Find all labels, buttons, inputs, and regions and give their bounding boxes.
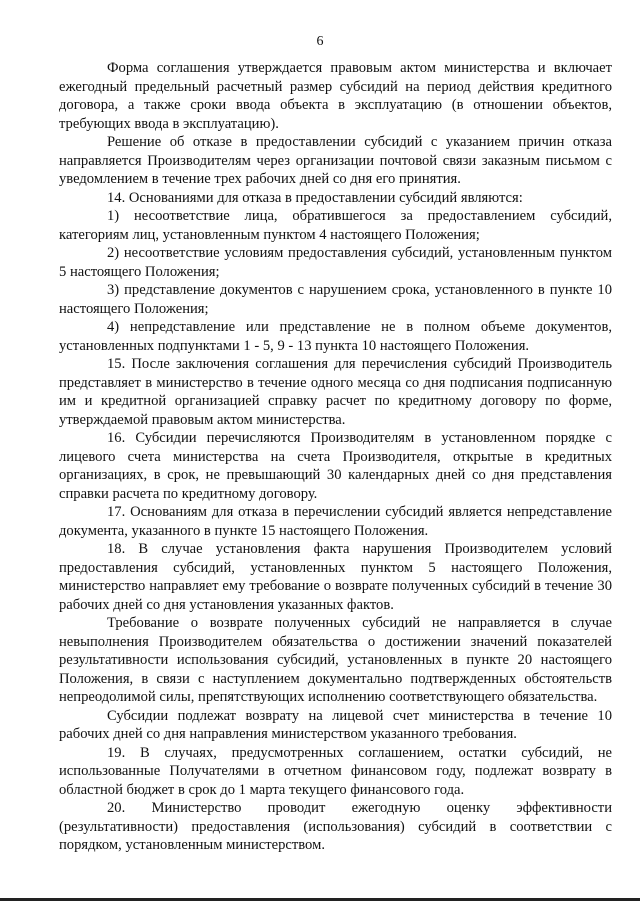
paragraph-refusal-decision: Решение об отказе в предоставлении субсидий с указанием причин отказа направляется Производителям через организации почтовой связи заказным письмом с уведомлением в течение трех рабочих дней со дня его принятия. xyxy=(59,134,612,187)
paragraph-14-item-2: 2) несоответствие условиям предоставления субсидий, установленным пунктом 5 настоящего Положения; xyxy=(59,245,612,280)
paragraph-19: 19. В случаях, предусмотренных соглашением, остатки субсидий, не использованные Получателями в отчетном финансовом году, подлежат возврату в областной бюджет в срок до 1 марта текущего финансового года. xyxy=(59,744,612,798)
paragraph-20: 20. Министерство проводит ежегодную оценку эффективности (результативности) предоставления (использования) субсидий в соответствии с порядком, установленным министерством. xyxy=(59,800,612,853)
paragraph-agreement-form: Форма соглашения утверждается правовым актом министерства и включает ежегодный предельный расчетный размер субсидий на период действия кредитного договора, а также сроки ввода объекта в эксплуатацию (в отношении объектов, требующих ввода в эксплуатацию). xyxy=(59,60,612,132)
page-number: 6 xyxy=(316,34,324,49)
paragraph-17: 17. Основаниям для отказа в перечислении субсидий является непредставление документа, указанного в пункте 15 настоящего Положения. xyxy=(59,504,612,539)
paragraph-18-requirement: Требование о возврате полученных субсидий не направляется в случае невыполнения Производителем обязательства о достижении значений показателей результативности использования субсидий, установленных в пункте 20 настоящего Положения, в связи с наступлением документально подтвержденных обстоятельств непреодолимой силы, препятствующих исполнению соответствующего обязательства. xyxy=(59,615,612,705)
paragraph-14-heading: 14. Основаниями для отказа в предоставлении субсидий являются: xyxy=(107,189,523,206)
paragraph-18: 18. В случае установления факта нарушения Производителем условий предоставления субсидий, установленных пунктом 5 настоящего Положения, министерство направляет ему требование о возврате полученных субсидий в течение 30 рабочих дней со дня установления указанных фактов. xyxy=(59,541,612,613)
paragraph-14-item-1: 1) несоответствие лица, обратившегося за предоставлением субсидий, категориям лиц, установленным пунктом 4 настоящего Положения; xyxy=(59,208,612,243)
paragraph-15: 15. После заключения соглашения для перечисления субсидий Производитель представляет в министерство в течение одного месяца со дня подписания подписанную им и кредитной организацией справку расчет по кредитному договору по форме, утверждаемой правовым актом министерства. xyxy=(59,356,612,428)
paragraph-14-item-4: 4) непредставление или представление не в полном объеме документов, установленных подпунктами 1 - 5, 9 - 13 пункта 10 настоящего Положения. xyxy=(59,319,612,354)
paragraph-14-item-3: 3) представление документов с нарушением срока, установленного в пункте 10 настоящего Положения; xyxy=(59,282,612,317)
document-body xyxy=(59,59,612,855)
paragraph-18-return: Субсидии подлежат возврату на лицевой счет министерства в течение 10 рабочих дней со дня направления министерством указанного требования. xyxy=(59,707,612,742)
paragraph-16: 16. Субсидии перечисляются Производителям в установленном порядке с лицевого счета министерства на счета Производителя, открытые в кредитных организациях, в срок, не превышающий 30 календарных дней со дня представления справки расчета по кредитному договору. xyxy=(59,430,612,502)
bottom-scan-edge xyxy=(0,898,640,901)
